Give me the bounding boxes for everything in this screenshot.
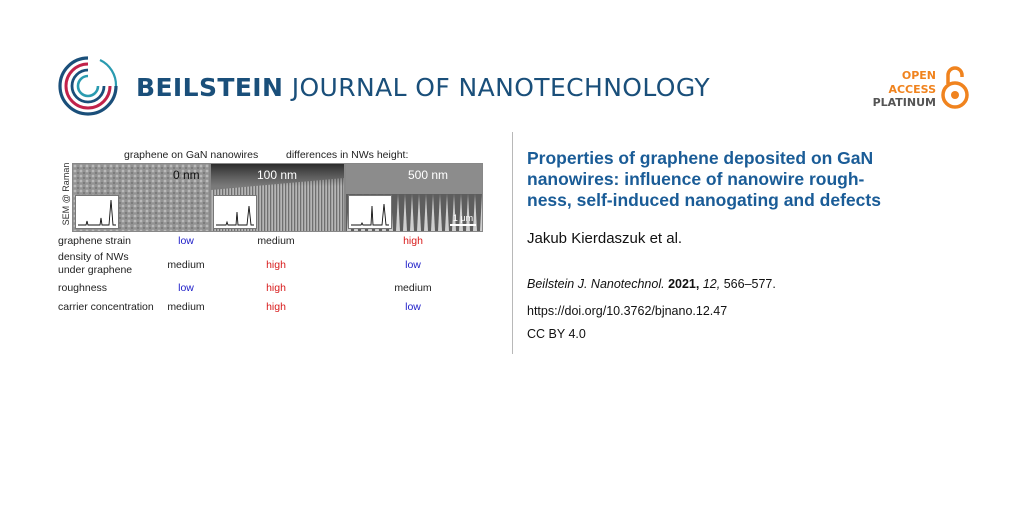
abstract-caption-right: differences in NWs height: xyxy=(286,149,409,161)
article-title[interactable] xyxy=(527,148,967,211)
row-value: medium xyxy=(394,282,432,294)
article-doi-link[interactable]: https://doi.org/10.3762/bjnano.12.47 xyxy=(527,304,728,318)
article-title-line: nanowires: influence of nanowire rough- xyxy=(527,169,865,189)
abstract-side-label: SEM @ Raman xyxy=(61,162,71,226)
vertical-divider xyxy=(512,132,513,354)
row-value: medium xyxy=(167,301,205,313)
article-title-line: ness, self-induced nanogating and defects xyxy=(527,190,881,210)
row-value: medium xyxy=(167,259,205,271)
scale-bar xyxy=(450,213,476,226)
citation-volume: 12, xyxy=(702,277,721,291)
panel-height-label: 500 nm xyxy=(408,168,449,182)
property-row xyxy=(58,282,488,296)
panel-height-label: 0 nm xyxy=(173,168,200,182)
sem-panel-0nm xyxy=(72,163,210,232)
sem-panel-500nm xyxy=(345,163,483,232)
row-label: roughness xyxy=(58,282,108,294)
journal-title xyxy=(136,73,710,102)
article-title-line: Properties of graphene deposited on GaN xyxy=(527,148,874,168)
row-value: high xyxy=(266,301,286,313)
journal-title-rest: JOURNAL OF NANOTECHNOLOGY xyxy=(291,73,711,102)
citation-journal: Beilstein J. Nanotechnol. xyxy=(527,277,665,291)
row-value: low xyxy=(405,301,421,313)
scale-bar-label: 1 μm xyxy=(452,213,474,223)
open-access-badge xyxy=(873,69,936,110)
row-value: high xyxy=(403,235,423,247)
row-value: low xyxy=(178,282,194,294)
open-access-line2: ACCESS xyxy=(888,82,936,96)
journal-title-bold: BEILSTEIN xyxy=(136,73,284,102)
raman-spectrum-icon xyxy=(213,195,257,229)
raman-spectrum-icon xyxy=(75,195,119,229)
citation-pages: 566–577. xyxy=(723,277,776,291)
row-label: carrier concentration xyxy=(58,301,154,313)
row-value: low xyxy=(178,235,194,247)
graphical-abstract xyxy=(58,145,488,323)
panel-height-label: 100 nm xyxy=(257,168,298,182)
open-access-line3: PLATINUM xyxy=(872,96,936,109)
journal-logo-icon xyxy=(56,54,120,118)
property-row xyxy=(58,251,488,279)
row-label: graphene strain xyxy=(58,235,131,247)
article-license: CC BY 4.0 xyxy=(527,327,586,341)
row-label: density of NWs xyxy=(58,251,129,263)
row-value: high xyxy=(266,282,286,294)
row-value: medium xyxy=(257,235,295,247)
open-access-line1: OPEN xyxy=(901,69,936,82)
row-label-line2: under graphene xyxy=(58,264,133,276)
property-row xyxy=(58,301,488,315)
row-value: low xyxy=(405,259,421,271)
sem-panel-100nm xyxy=(210,163,345,232)
abstract-caption-left: graphene on GaN nanowires xyxy=(124,149,259,161)
raman-spectrum-icon xyxy=(348,195,392,229)
article-citation xyxy=(527,277,776,291)
citation-year: 2021, xyxy=(668,277,700,291)
open-access-lock-icon xyxy=(940,64,970,110)
article-authors: Jakub Kierdaszuk et al. xyxy=(527,230,683,247)
row-value: high xyxy=(266,259,286,271)
property-row xyxy=(58,235,488,249)
